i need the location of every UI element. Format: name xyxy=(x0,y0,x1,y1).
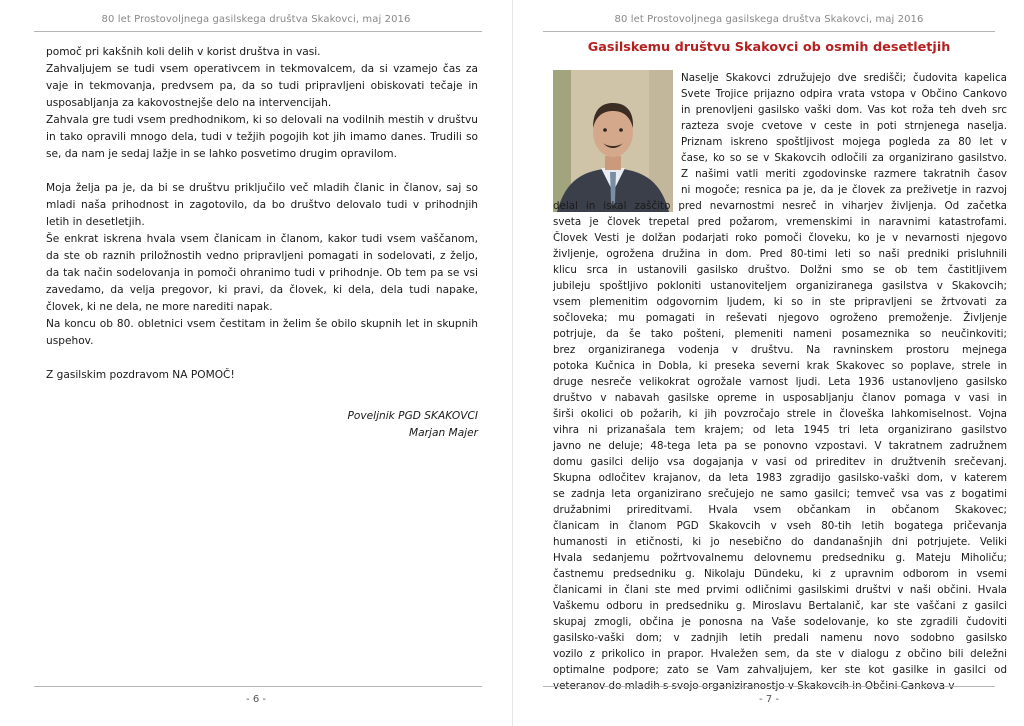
header-rule xyxy=(543,31,995,32)
text-line: humanosti in etičnosti, ki jo nesebično do dandanašnjih dni potrjujete. Veliki xyxy=(553,536,1007,548)
letter-body xyxy=(46,44,478,442)
right-page xyxy=(512,0,1024,726)
text-line: klicu srca in ustanovili gasilsko društvo. Dolžni smo se ob tem častitljivem xyxy=(553,264,1007,276)
text-line: Z našimi vatli meriti zgodovinske razmere takratnih časov xyxy=(681,168,1007,180)
text-line: potrjuje, da še tako pošteni, plemeniti nameni posameznika so neučinkoviti; xyxy=(553,328,1007,340)
text-line: Skupna odločitev krajanov, da leta 1983 zgradijo gasilsko-vaški dom, v katerem xyxy=(553,472,1007,484)
text-line: potoka Kučnica in Dobla, ki preseka severni krak Skakovec so poplave, strele in xyxy=(553,360,1007,372)
text-line: se zadnja leta organizirano srečujejo ne samo gasilci; temveč vsa vas z bogatimi xyxy=(553,488,1007,500)
page-number: - 6 - xyxy=(246,694,266,705)
paragraph: Zahvaljujem se tudi vsem operativcem in tekmovalcem, da si vzamejo čas za vaje in tekmovanja, predvsem pa, da so tudi pripravljeni obiskovati tečaje in usposabljanja za kakovostnejše delo na intervencijah. xyxy=(46,63,478,109)
text-line: in prenovljeni gasilsko vaški dom. Vas kot roža teh dveh src xyxy=(681,104,1007,116)
text-line: gasilsko-vaški dom; v zadnjih letih predali namenu novo sodobno gasilsko xyxy=(553,632,1007,644)
paragraph: Zahvala gre tudi vsem predhodnikom, ki so delovali na vodilnih mestih v društvu in tako opravili mnogo dela, tudi v težjih pogojih kot jih imamo danes. Trudili so se, da nam je sedaj lažje in se lahko posvetimo drugim opravilom. xyxy=(46,114,478,160)
text-line: Hvala sedanjemu požrtvovalnemu delovnemu predsedniku g. Mateju Miholiču; xyxy=(553,552,1007,564)
text-line: vozilo z prikolico in prapor. Hvaležen sem, da ste v dialogu z občino bili deležni xyxy=(553,648,1007,660)
text-line: Naselje Skakovci združujejo dve središči; čudovita kapelica xyxy=(681,72,1007,84)
signature-name: Marjan Majer xyxy=(409,427,478,439)
text-line: domu gasilci delijo vsa dogajanja v vasi od prireditev in družtvenih srečevanj. xyxy=(553,456,1007,468)
text-line: Človek Vesti je dolžan podarjati roko pomoči človeku, ko je v nevarnosti njegovo xyxy=(553,232,1007,244)
page-number: - 7 - xyxy=(759,694,779,705)
text-line: razteza svoje cvetove v ceste in poti strnjenega naselja. xyxy=(681,120,1007,132)
text-line: sveta je človek trepetal pred požarom, vremenskimi in naravnimi katastrofami. xyxy=(553,216,1007,228)
text-line: čase, ko so se v Skakovcih odločili za organizirano gasilstvo. xyxy=(681,152,1007,164)
text-line: Vaškemu odboru in predsedniku g. Miroslavu Bertalanič, kar ste vaščani z gasilci xyxy=(553,600,1007,612)
text-line: družabnimi prireditvami. Hvala vsem občankam in občanom Skakovec; xyxy=(553,504,1007,516)
text-line: Svete Trojice prijazno odpira vrata vstopa v Občino Cankovo xyxy=(681,88,1007,100)
text-line: vihra ni prizanašala tem krajem; od leta 1945 tri leta organizirano gasilstvo xyxy=(553,424,1007,436)
paragraph: Moja želja pa je, da bi se društvu priključilo več mladih članic in članov, saj so mladi naša prihodnost in zagotovilo, da bo društvo delovalo tudi v prihodnjih letih in desetletjih. xyxy=(46,182,478,228)
footer-rule xyxy=(34,686,482,687)
text-line: optimalne podpore; zato se Vam zahvaljujem, ker ste kot gasilke in gasilci od xyxy=(553,664,1007,676)
text-line: članicam in članom PGD Skakovcih v vseh 80-tih letih bogatega pričevanja xyxy=(553,520,1007,532)
greeting: Z gasilskim pozdravom NA POMOČ! xyxy=(46,369,235,381)
signature-block xyxy=(46,408,478,442)
running-header: 80 let Prostovoljnega gasilskega društva Skakovci, maj 2016 xyxy=(614,14,924,25)
text-line: življenje, ogrožena družina in dom. Pred 80-timi leti so naši predniki prisluhnili xyxy=(553,248,1007,260)
text-line: ni mogoče; resnica pa je, da je človek za preživetje in razvoj xyxy=(681,184,1007,196)
header-rule xyxy=(34,31,482,32)
text-line: sočloveka; mu pomagati in reševati njegovo ogroženo premoženje. Življenje xyxy=(553,312,1007,324)
text-line: javno ne deluje; 48-tega leta pa se ponovno vzpostavi. V takratnem zadružnem xyxy=(553,440,1007,452)
text-line: brez organiziranega vodenja v društvu. Na ravninskem prostoru mejnega xyxy=(553,344,1007,356)
text-line: skupaj zmogli, občina je ponosna na Vaše sodelovanje, ko ste zgradili čudoviti xyxy=(553,616,1007,628)
signature-role: Poveljnik PGD SKAKOVCI xyxy=(347,410,478,422)
text-line: vsem plemenitim odgovornim ljudem, ki so in ste pripravljeni se žrtvovati za xyxy=(553,296,1007,308)
text-line: veteranov do mladih s svojo organiziranostjo v Skakovcih in Občini Cankova v xyxy=(553,680,955,692)
text-line: širši okolici ob požarih, ki jih povzročajo strele in človeška lahkomiselnost. Vojna xyxy=(553,408,1007,420)
text-line: častnemu predsedniku g. Nikolaju Dündeku, ki z upravnim odborom in vsemi xyxy=(553,568,1007,580)
text-line: druge nesreče velikokrat ogrožale varnost ljudi. Leta 1936 ustanovljeno gasilsko xyxy=(553,376,1007,388)
article-title: Gasilskemu društvu Skakovci ob osmih desetletjih xyxy=(587,40,951,55)
text-line: delal in iskal zaščito pred nevarnostmi nesreč in viharjev življenja. Od začetka xyxy=(553,200,1007,212)
paragraph: pomoč pri kakšnih koli delih v korist društva in vasi. xyxy=(46,46,321,58)
footer-rule xyxy=(543,686,995,687)
text-line: jubileju spoštljivo pokloniti ustanoviteljem organiziranega gasilstva v Skakovcih; xyxy=(553,280,1007,292)
text-line: Priznam iskreno spoštljivost mojega pogleda za 80 let v xyxy=(681,136,1007,148)
paragraph: Na koncu ob 80. obletnici vsem čestitam in želim še obilo skupnih let in skupnih uspehov. xyxy=(46,318,478,347)
running-header: 80 let Prostovoljnega gasilskega društva Skakovci, maj 2016 xyxy=(101,14,411,25)
paragraph: Še enkrat iskrena hvala vsem članicam in članom, kakor tudi vsem vaščanom, da ste ob raznih priložnostih vedno pripravljeni pomagati in sodelovati, z željo, da tak način sodelovanja in pomoči ohranimo tudi v prihodnje. Ob tem pa se vsi zavedamo, da velja pregovor, ki pravi, da človek, ki dela, dela tudi napake, človek, ki ne dela, ne more narediti napak. xyxy=(46,233,478,313)
article-body xyxy=(553,70,1007,694)
text-line: članicami in člani ste med prvimi odličnimi gasilskimi društvi v naši občini. Hvala xyxy=(553,584,1007,596)
text-line: društvo v nabavah gasilske opreme in usposabljanju članov pomaga v vasi in xyxy=(553,392,1007,404)
